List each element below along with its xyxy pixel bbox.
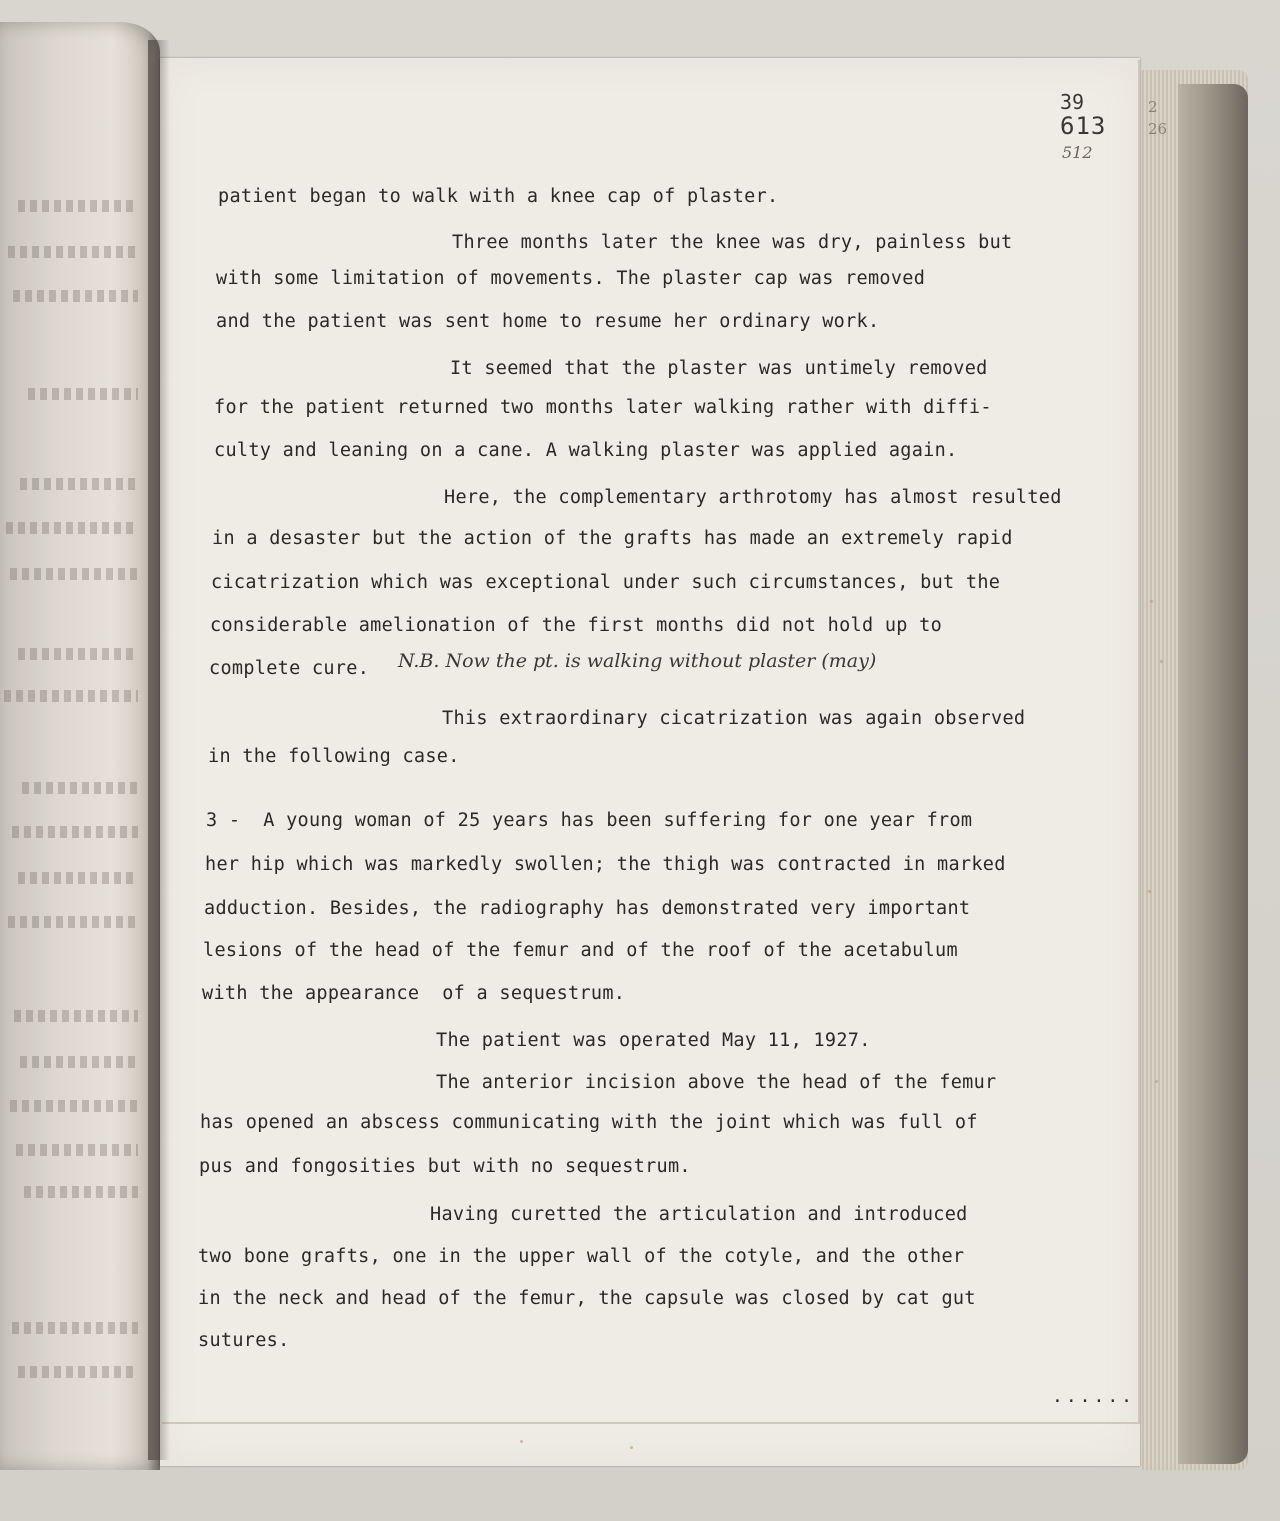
paper-speck [1155, 1080, 1158, 1083]
left-facing-page [0, 22, 160, 1470]
bleed-through-text [0, 22, 160, 1470]
text-line: has opened an abscess communicating with the joint which was full of [200, 1112, 978, 1133]
end-of-page-mark: ...... [1052, 1386, 1136, 1407]
handwritten-note: N.B. Now the pt. is walking without plaster (may) [398, 650, 877, 672]
text-line: Three months later the knee was dry, painless but [452, 232, 1013, 253]
text-line: for the patient returned two months later walking rather with diffi- [214, 397, 992, 418]
text-line: in a desaster but the action of the grafts has made an extremely rapid [212, 528, 1013, 549]
text-line: in the neck and head of the femur, the capsule was closed by cat gut [198, 1288, 976, 1309]
text-line: pus and fongosities but with no sequestrum. [199, 1156, 691, 1177]
text-line: two bone grafts, one in the upper wall of the cotyle, and the other [198, 1246, 965, 1267]
text-line: Having curetted the articulation and introduced [430, 1204, 968, 1225]
text-line: considerable amelionation of the first months did not hold up to [210, 615, 943, 636]
text-line: culty and leaning on a cane. A walking plaster was applied again. [214, 440, 958, 461]
text-line: It seemed that the plaster was untimely removed [450, 358, 988, 379]
text-line: and the patient was sent home to resume her ordinary work. [216, 311, 880, 332]
text-line: The patient was operated May 11, 1927. [436, 1030, 871, 1051]
text-line: 3 - A young woman of 25 years has been suffering for one year from [206, 810, 973, 831]
text-line: cicatrization which was exceptional under such circumstances, but the [211, 572, 1001, 593]
text-line: with some limitation of movements. The plaster cap was removed [216, 268, 926, 289]
page-number-typed: 39 [1060, 90, 1085, 114]
text-line: The anterior incision above the head of the femur [436, 1072, 997, 1093]
text-line: with the appearance of a sequestrum. [202, 983, 626, 1004]
paper-speck [1150, 600, 1153, 603]
binding-shadow [148, 40, 170, 1460]
text-line: lesions of the head of the femur and of the roof of the acetabulum [203, 940, 958, 961]
paper-speck [520, 1440, 523, 1443]
text-line: Here, the complementary arthrotomy has almost resulted [444, 487, 1062, 508]
paper-speck [1148, 890, 1151, 893]
text-line: complete cure. [209, 658, 370, 679]
text-line: in the following case. [208, 746, 460, 767]
page-edge-number: 2 26 [1148, 98, 1168, 138]
book-cover-edge [1178, 84, 1248, 1464]
page-number-stamped: 613 [1060, 112, 1107, 140]
paper-speck [1160, 660, 1163, 663]
text-line: sutures. [198, 1330, 290, 1351]
page-number-handwritten: 512 [1062, 143, 1093, 162]
text-line: This extraordinary cicatrization was again observed [442, 708, 1026, 729]
text-line: adduction. Besides, the radiography has demonstrated very important [204, 898, 971, 919]
paper-speck [630, 1446, 633, 1449]
text-line: her hip which was markedly swollen; the thigh was contracted in marked [205, 854, 1006, 875]
text-line: patient began to walk with a knee cap of plaster. [218, 186, 779, 207]
